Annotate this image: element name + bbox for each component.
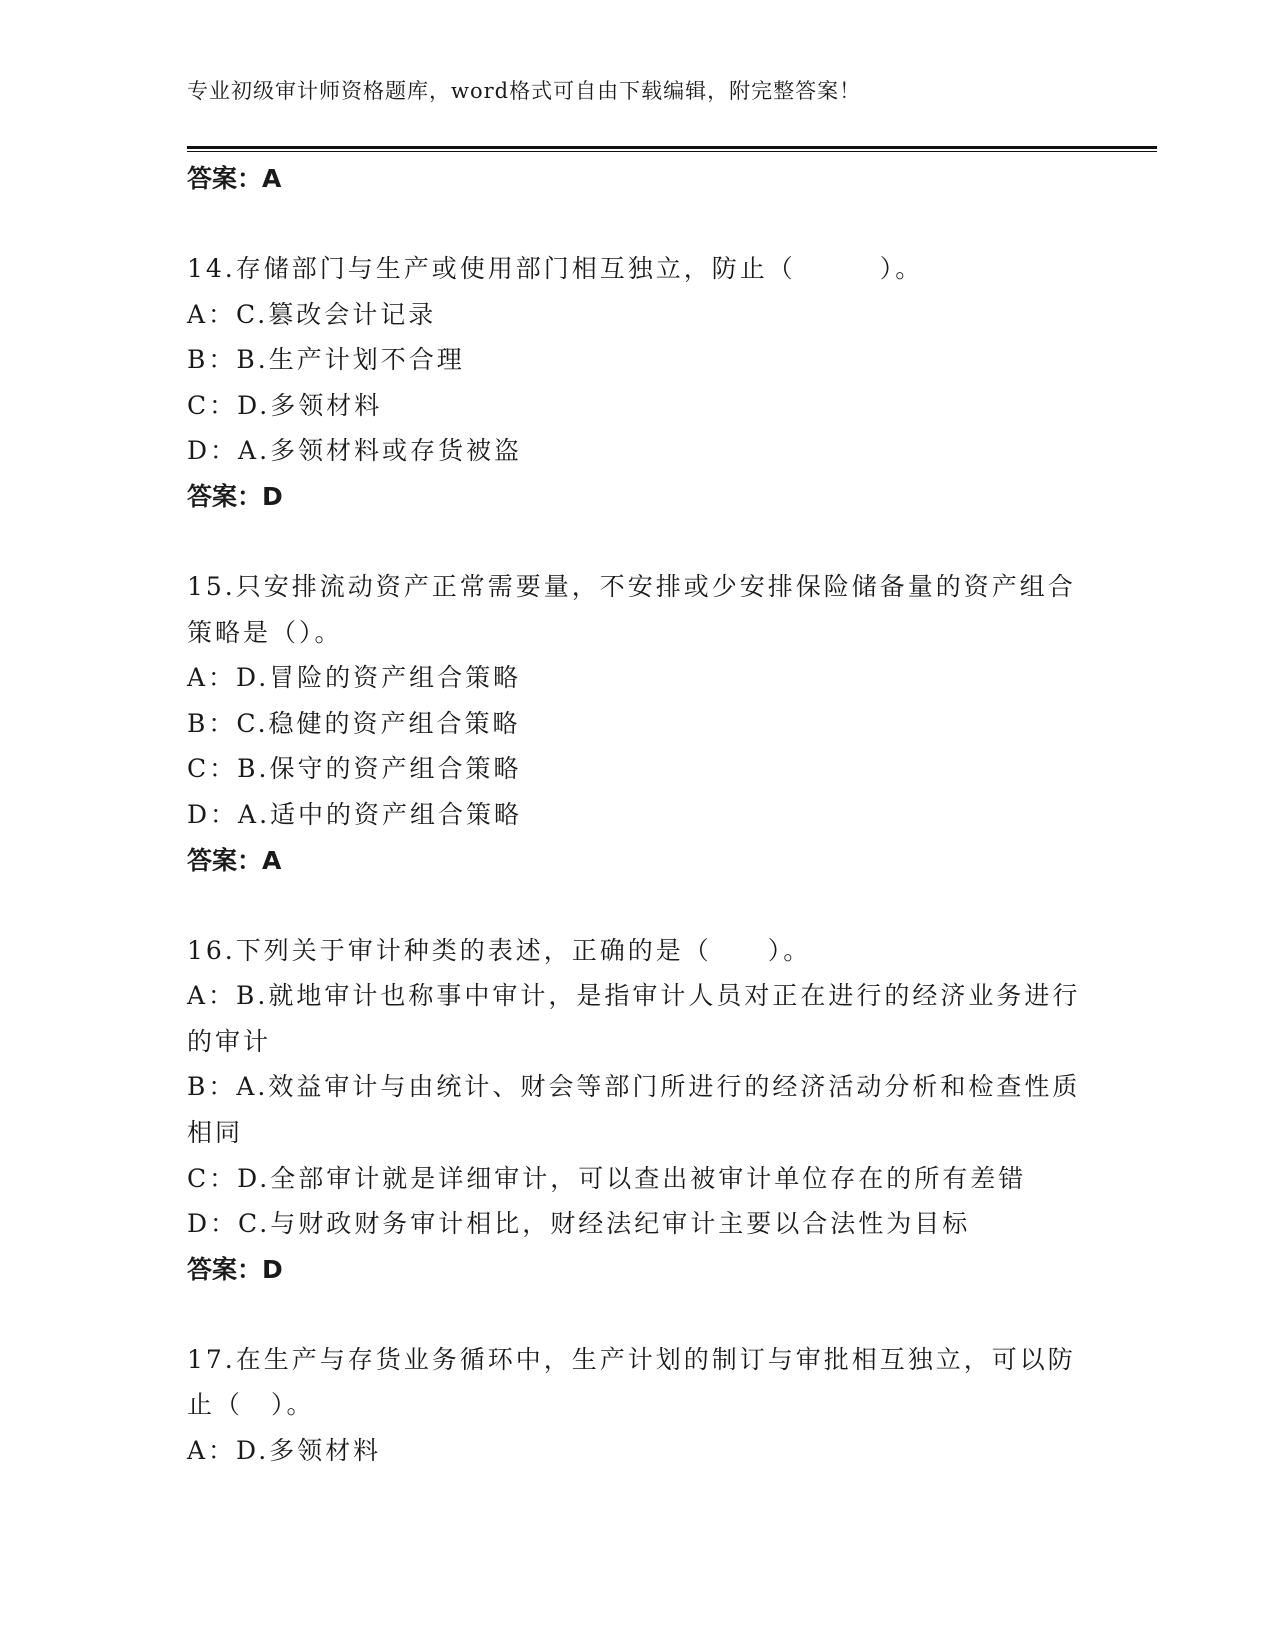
- header-rule-thick: [187, 146, 1157, 149]
- page-header: 专业初级审计师资格题库，word格式可自由下载编辑，附完整答案！: [187, 79, 862, 103]
- option-a: A：B.就地审计也称事中审计，是指审计人员对正在进行的经济业务进行的审计: [187, 981, 1081, 1056]
- option-b: B：B.生产计划不合理: [187, 345, 465, 375]
- question-stem: 16.下列关于审计种类的表述，正确的是（ ）。: [187, 935, 812, 965]
- question-stem: 17.在生产与存货业务循环中，生产计划的制订与审批相互独立，可以防止（ ）。: [187, 1344, 1076, 1420]
- option-c: C：D.多领材料: [187, 390, 383, 420]
- answer: 答案：D: [187, 1254, 283, 1284]
- option-b: B：C.稳健的资产组合策略: [187, 708, 521, 738]
- question-14: [187, 246, 1087, 520]
- option-c: C：B.保守的资产组合策略: [187, 754, 522, 784]
- option-c: C：D.全部审计就是详细审计，可以查出被审计单位存在的所有差错: [187, 1163, 1027, 1193]
- answer: 答案：D: [187, 481, 283, 511]
- option-a: A：D.冒险的资产组合策略: [187, 663, 522, 693]
- answer: 答案：A: [187, 845, 282, 875]
- option-d: D：A.适中的资产组合策略: [187, 799, 523, 829]
- question-list: [187, 156, 1087, 1473]
- question-15: [187, 564, 1087, 884]
- option-d: D：C.与财政财务审计相比，财经法纪审计主要以合法性为目标: [187, 1209, 971, 1239]
- header-rule-thin: [187, 151, 1157, 152]
- question-stem: 14.存储部门与生产或使用部门相互独立，防止（ ）。: [187, 254, 924, 283]
- previous-answer: 答案：A: [187, 164, 282, 193]
- question-17: [187, 1337, 1087, 1474]
- option-d: D：A.多领材料或存货被盗: [187, 436, 523, 466]
- option-b: B：A.效益审计与由统计、财会等部门所进行的经济活动分析和检查性质相同: [187, 1072, 1081, 1147]
- option-a: A：C.篡改会计记录: [187, 299, 437, 329]
- option-a: A：D.多领材料: [187, 1435, 382, 1465]
- question-stem: 15.只安排流动资产正常需要量，不安排或少安排保险储备量的资产组合策略是（）。: [187, 571, 1076, 647]
- question-16: [187, 928, 1087, 1293]
